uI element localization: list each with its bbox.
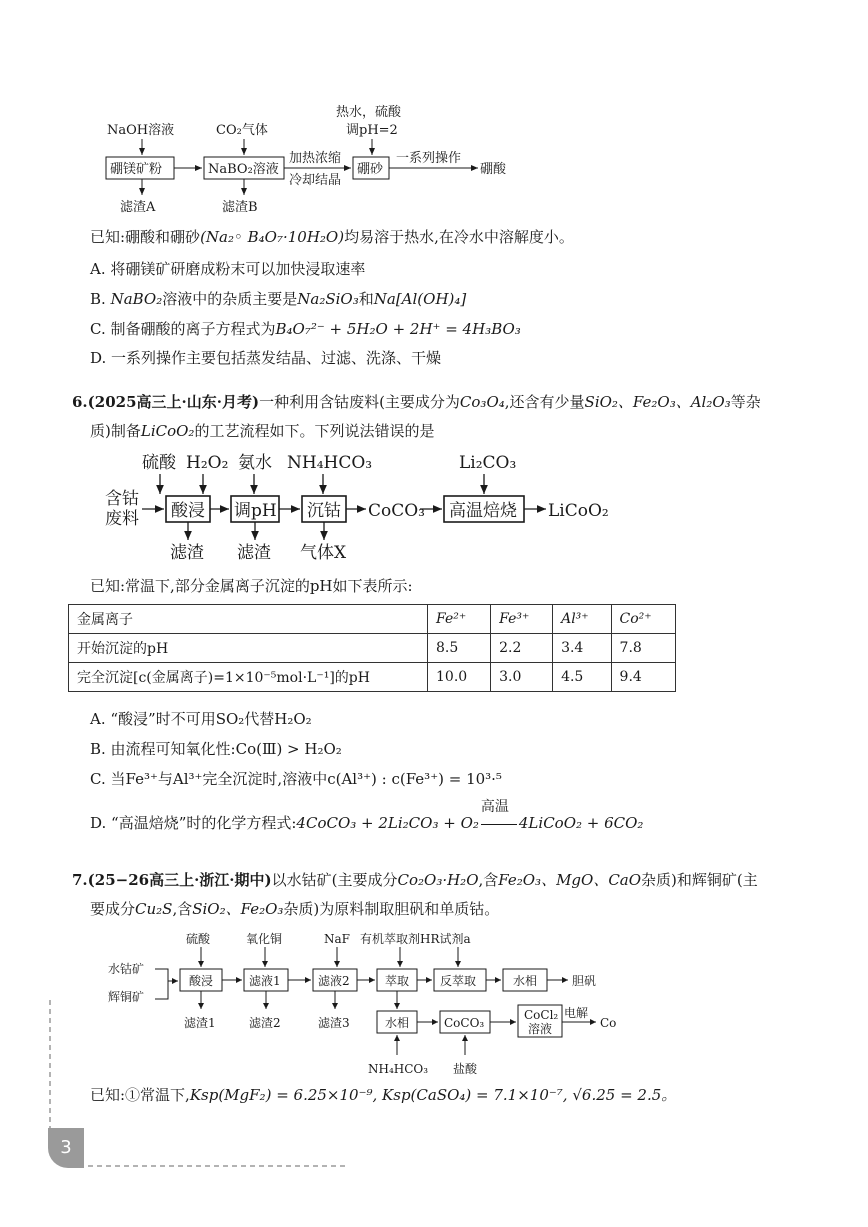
- q6-stem2-a: 质)制备: [90, 422, 141, 440]
- q6-tag: (2025高三上·山东·月考): [87, 393, 260, 411]
- q5-option-a: A. 将硼镁矿研磨成粉末可以加快浸取速率: [90, 260, 366, 278]
- q5-option-b: [90, 288, 466, 310]
- q7-box-solution-label: 溶液: [528, 1022, 553, 1036]
- flow1-box-nabo2-label: NaBO₂溶液: [208, 162, 279, 177]
- q7-box-aqueous1-label: 水相: [513, 974, 538, 988]
- q6-feed-line2: 废料: [105, 509, 139, 529]
- q7-reagent-nh4hco3: NH₄HCO₃: [368, 1062, 429, 1076]
- flow1-input-ph: 调pH=2: [346, 123, 398, 138]
- flow1-box-ore-label: 硼镁矿粉: [110, 162, 163, 177]
- q6-feed-line1: 含钴: [105, 489, 139, 509]
- q6-output-residue2: 滤渣: [237, 543, 271, 563]
- q6-option-a: A. “酸浸”时不可用SO₂代替H₂O₂: [90, 710, 312, 728]
- cobalt-flow-diagram: [0, 448, 868, 568]
- q7-residue1: 滤渣1: [184, 1016, 216, 1030]
- q5-known-suffix: 均易溶于热水,在冷水中溶解度小。: [344, 228, 574, 246]
- q7-reagent-hr: 有机萃取剂HR试剂a: [360, 932, 471, 946]
- q5-optc-formula: B₄O₇²⁻ + 5H₂O + 2H⁺ = 4H₃BO₃: [275, 320, 521, 338]
- q7-reagent-sulfuric: 硫酸: [186, 932, 211, 946]
- q7-box-aqueous2-label: 水相: [385, 1016, 410, 1030]
- q7-box-cocl2-label: CoCl₂: [524, 1008, 559, 1022]
- q7-known-prefix: 已知:①常温下,: [90, 1086, 190, 1104]
- q7-stem-line2: [90, 898, 499, 920]
- ph-table: [68, 604, 676, 692]
- table-row: [69, 663, 676, 692]
- q5-option-d: D. 一系列操作主要包括蒸发结晶、过滤、洗涤、干燥: [90, 349, 442, 367]
- q5-option-c: [90, 318, 521, 340]
- q7-stem2-b: ,含: [172, 900, 193, 918]
- q5-optb-f1: NaBO₂: [110, 290, 163, 308]
- q6-stem-line2: [90, 420, 434, 442]
- q6-product: LiCoO₂: [548, 501, 609, 521]
- flow1-input-co2: CO₂气体: [216, 123, 268, 138]
- q6-reagent-h2o2: H₂O₂: [186, 453, 229, 473]
- q6-optd-rhs: 4LiCoO₂ + 6CO₂: [518, 814, 644, 832]
- table-cell: 金属离子: [69, 605, 428, 634]
- q6-optd-condition-arrow: [479, 799, 519, 834]
- q6-stem2-f: LiCoO₂: [140, 422, 195, 440]
- q7-feed-cobalt-ore: 水钴矿: [108, 962, 145, 976]
- q6-reagent-nh4hco3: NH₄HCO₃: [287, 453, 373, 473]
- q7-number: 7.: [72, 871, 88, 889]
- q6-reagent-sulfuric: 硫酸: [142, 453, 176, 473]
- q7-stem1-b: ,含: [478, 871, 499, 889]
- table-row: [69, 605, 676, 634]
- q7-reagent-naf: NaF: [324, 932, 350, 946]
- table-cell: Co²⁺: [611, 605, 675, 634]
- q7-box-back-extraction-label: 反萃取: [440, 974, 477, 988]
- q7-stem2-f1: Cu₂S: [135, 900, 173, 918]
- q7-stem1-f2: Fe₂O₃、MgO、CaO: [498, 871, 642, 889]
- table-cell: 8.5: [428, 634, 491, 663]
- q5-optb-and: 和: [358, 290, 374, 308]
- table-cell: 3.0: [491, 663, 553, 692]
- table-cell: 10.0: [428, 663, 491, 692]
- q5-known-formula: (Na₂◦ B₄O₇·10H₂O): [200, 228, 345, 246]
- table-cell: Al³⁺: [553, 605, 611, 634]
- flow1-box-borax-label: 硼砂: [357, 162, 384, 177]
- q6-stem1-b: ,还含有少量: [504, 393, 585, 411]
- q7-stem2-f2: SiO₂、Fe₂O₃: [192, 900, 284, 918]
- flow1-arrow-label-heat: 加热浓缩: [289, 151, 342, 166]
- q7-box-filtrate1-label: 滤液1: [249, 974, 281, 988]
- q7-stem-line1: [72, 868, 758, 892]
- q6-stem1-f2: SiO₂、Fe₂O₃、Al₂O₃: [584, 393, 731, 411]
- flow1-input-naoh: NaOH溶液: [107, 123, 175, 138]
- table-cell: 4.5: [553, 663, 611, 692]
- table-cell: 7.8: [611, 634, 675, 663]
- q6-box-acid-leach-label: 酸浸: [171, 501, 205, 521]
- q7-known-formula: Ksp(MgF₂) = 6.25×10⁻⁹, Ksp(CaSO₄) = 7.1×10⁻⁷, √6.25 = 2.5。: [189, 1086, 677, 1104]
- q6-stem1-a: 一种利用含钴废料(主要成分为: [259, 393, 460, 411]
- q6-option-d: [90, 799, 644, 834]
- q7-electrolysis-label: 电解: [564, 1006, 589, 1020]
- q6-reagent-li2co3: Li₂CO₃: [459, 453, 517, 473]
- table-cell: 2.2: [491, 634, 553, 663]
- q6-optd-condition: 高温: [480, 799, 509, 815]
- flow1-arrow-label-ops: 一系列操作: [396, 151, 462, 166]
- q6-output-gas-x: 气体X: [300, 543, 347, 563]
- q7-tag: (25−26高三上·浙江·期中): [87, 871, 272, 889]
- q7-residue2: 滤渣2: [249, 1016, 281, 1030]
- q5-optb-f2: Na₂SiO₃: [297, 290, 359, 308]
- q6-output-residue1: 滤渣: [170, 543, 204, 563]
- q5-known: [90, 226, 574, 248]
- q7-box-cobalt-carbonate-label: CoCO₃: [444, 1016, 485, 1030]
- page-number: 3: [48, 1128, 84, 1168]
- flow1-input-hotwater: 热水，硫酸: [336, 105, 402, 120]
- q5-optb-f3: Na[Al(OH)₄]: [373, 290, 467, 308]
- page-border-decoration: [0, 1000, 400, 1227]
- q6-stem-line1: [72, 390, 761, 414]
- q7-stem1-f1: Co₂O₃·H₂O: [397, 871, 479, 889]
- q7-feed-chalcocite: 辉铜矿: [108, 990, 145, 1004]
- q7-stem2-c: 杂质)为原料制取胆矾和单质钴。: [283, 900, 500, 918]
- flow1-product: 硼酸: [480, 162, 507, 177]
- table-row: [69, 634, 676, 663]
- q7-reagent-hcl: 盐酸: [453, 1062, 478, 1076]
- q5-known-prefix: 已知:硼酸和硼砂: [90, 228, 201, 246]
- q7-box-extraction-label: 萃取: [385, 974, 410, 988]
- boron-flow-diagram: [0, 95, 868, 220]
- q6-optd-lhs: 4CoCO₃ + 2Li₂CO₃ + O₂: [296, 814, 479, 832]
- q7-product-cobalt: Co: [600, 1016, 617, 1030]
- q6-number: 6.: [72, 393, 88, 411]
- q5-optc-prefix: C. 制备硼酸的离子方程式为: [90, 320, 276, 338]
- q5-optb-prefix: B.: [90, 290, 111, 308]
- q6-option-b: B. 由流程可知氧化性:Co(Ⅲ) > H₂O₂: [90, 740, 342, 758]
- q6-stem1-c: 等杂: [730, 393, 761, 411]
- q7-box-filtrate2-label: 滤液2: [318, 974, 350, 988]
- q6-stem1-f1: Co₃O₄: [459, 393, 505, 411]
- q6-box-roast-label: 高温焙烧: [449, 501, 517, 521]
- q7-reagent-cuo: 氧化铜: [246, 932, 283, 946]
- q5-optb-mid: 溶液中的杂质主要是: [162, 290, 298, 308]
- table-cell: 3.4: [553, 634, 611, 663]
- flow1-residue-a: 滤渣A: [120, 200, 156, 215]
- q7-stem1-c: 杂质)和辉铜矿(主: [641, 871, 758, 889]
- q7-box-acid-leach-label: 酸浸: [189, 974, 214, 988]
- q6-reagent-ammonia: 氨水: [238, 453, 272, 473]
- q6-known: 已知:常温下,部分金属离子沉淀的pH如下表所示:: [90, 577, 413, 595]
- q6-mid-product: CoCO₃: [368, 501, 426, 521]
- q6-box-adjust-ph-label: 调pH: [234, 501, 277, 521]
- flow1-residue-b: 滤渣B: [222, 200, 258, 215]
- q7-stem1-a: 以水钴矿(主要成分: [271, 871, 398, 889]
- q6-option-c: C. 当Fe³⁺与Al³⁺完全沉淀时,溶液中c(Al³⁺) : c(Fe³⁺) = 10³·⁵: [90, 770, 502, 788]
- table-cell: Fe³⁺: [491, 605, 553, 634]
- table-cell: 完全沉淀[c(金属离子)=1×10⁻⁵mol·L⁻¹]的pH: [69, 663, 428, 692]
- q7-residue3: 滤渣3: [318, 1016, 350, 1030]
- table-cell: 开始沉淀的pH: [69, 634, 428, 663]
- q7-stem2-a: 要成分: [90, 900, 136, 918]
- q6-stem2-b: 的工艺流程如下。下列说法错误的是: [194, 422, 435, 440]
- q7-product-blue-vitriol: 胆矾: [572, 974, 597, 988]
- flow1-arrow-label-cool: 冷却结晶: [289, 173, 342, 188]
- table-cell: 9.4: [611, 663, 675, 692]
- q6-box-precip-co-label: 沉钴: [307, 501, 341, 521]
- q6-optd-prefix: D. “高温焙烧”时的化学方程式:: [90, 814, 297, 832]
- table-cell: Fe²⁺: [428, 605, 491, 634]
